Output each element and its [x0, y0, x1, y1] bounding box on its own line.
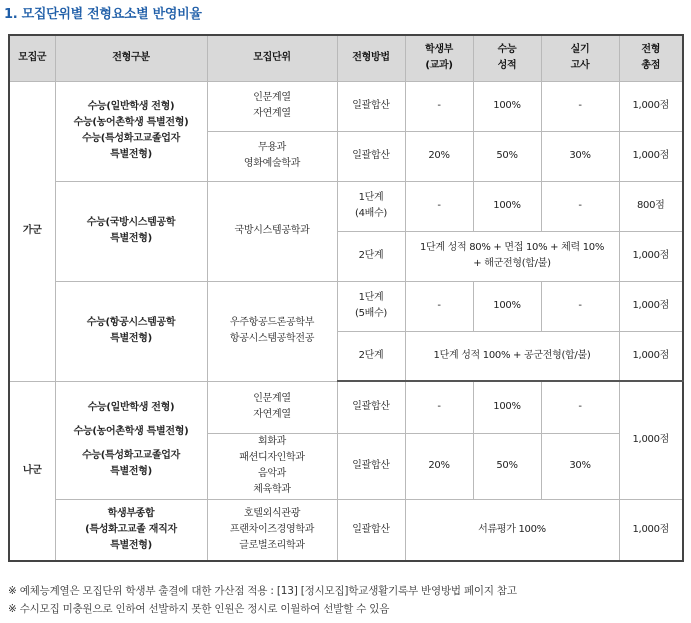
group-ga: 가군: [9, 81, 55, 381]
group-na: 나군: [9, 381, 55, 561]
header-row: [9, 35, 683, 81]
unit-cell: 무용과 영화예술학과: [207, 131, 337, 181]
admission-ratio-table: [8, 34, 684, 562]
header-group: 모집군: [9, 35, 55, 81]
table-row: [9, 181, 683, 231]
total-cell: 1,000점: [619, 131, 683, 181]
footnotes: [8, 582, 688, 618]
detail-cell: 1단계 성적 100% + 공군전형(합/불): [405, 331, 619, 381]
unit-cell: 우주항공드론공학부 항공시스템공학전공: [207, 281, 337, 381]
page-title: 1. 모집단위별 전형요소별 반영비율: [4, 7, 202, 22]
suneung-cell: 100%: [473, 381, 541, 433]
practical-cell: -: [541, 381, 619, 433]
practical-cell: -: [541, 81, 619, 131]
header-unit: 모집단위: [207, 35, 337, 81]
unit-cell: 회화과 패션디자인학과 음악과 체육학과: [207, 433, 337, 499]
method-cell: 일괄합산: [337, 433, 405, 499]
category-cell: 수능(일반학생 전형) 수능(농어촌학생 특별전형) 수능(특성화고교졸업자 특별전형): [55, 381, 207, 499]
practical-cell: -: [541, 181, 619, 231]
suneung-cell: 100%: [473, 81, 541, 131]
method-cell: 일괄합산: [337, 381, 405, 433]
header-suneung: 수능 성적: [473, 35, 541, 81]
total-cell: 1,000점: [619, 331, 683, 381]
practical-cell: 30%: [541, 433, 619, 499]
unit-cell: 국방시스템공학과: [207, 181, 337, 281]
total-cell: 1,000점: [619, 499, 683, 561]
method-cell: 일괄합산: [337, 81, 405, 131]
header-record: 학생부 (교과): [405, 35, 473, 81]
total-cell: 1,000점: [619, 81, 683, 131]
total-cell: 800점: [619, 181, 683, 231]
record-cell: 20%: [405, 433, 473, 499]
table-row: [9, 281, 683, 331]
practical-cell: -: [541, 281, 619, 331]
record-cell: -: [405, 81, 473, 131]
total-cell: 1,000점: [619, 231, 683, 281]
method-cell: 2단계: [337, 331, 405, 381]
table-row: [9, 381, 683, 433]
method-cell: 1단계 (5배수): [337, 281, 405, 331]
header-total: 전형 총점: [619, 35, 683, 81]
method-cell: 일괄합산: [337, 499, 405, 561]
method-cell: 일괄합산: [337, 131, 405, 181]
record-cell: -: [405, 381, 473, 433]
header-practical: 실기 고사: [541, 35, 619, 81]
record-cell: -: [405, 281, 473, 331]
method-cell: 1단계 (4배수): [337, 181, 405, 231]
unit-cell: 인문계열 자연계열: [207, 381, 337, 433]
table-row: [9, 499, 683, 561]
header-category: 전형구분: [55, 35, 207, 81]
detail-cell: 서류평가 100%: [405, 499, 619, 561]
suneung-cell: 50%: [473, 433, 541, 499]
unit-cell: 호텔외식관광 프랜차이즈경영학과 글로벌조리학과: [207, 499, 337, 561]
category-cell: 수능(항공시스템공학 특별전형): [55, 281, 207, 381]
unit-cell: 인문계열 자연계열: [207, 81, 337, 131]
detail-cell: 1단계 성적 80% + 면접 10% + 체력 10% + 해군전형(합/불): [405, 231, 619, 281]
record-cell: -: [405, 181, 473, 231]
category-cell: 수능(국방시스템공학 특별전형): [55, 181, 207, 281]
footnote: ※ 수시모집 미충원으로 인하여 선발하지 못한 인원은 정시로 이월하여 선발할 수 있음: [8, 603, 390, 615]
category-cell: 학생부종합 (특성화고교졸 재직자 특별전형): [55, 499, 207, 561]
category-cell: 수능(일반학생 전형) 수능(농어촌학생 특별전형) 수능(특성화고교졸업자 특별전형): [55, 81, 207, 181]
header-method: 전형방법: [337, 35, 405, 81]
method-cell: 2단계: [337, 231, 405, 281]
footnote: ※ 예체능계열은 모집단위 학생부 출결에 대한 가산점 적용 : [13] [정시모집]학교생활기록부 반영방법 페이지 참고: [8, 585, 517, 597]
total-cell: 1,000점: [619, 281, 683, 331]
record-cell: 20%: [405, 131, 473, 181]
suneung-cell: 50%: [473, 131, 541, 181]
table-row: [9, 81, 683, 131]
practical-cell: 30%: [541, 131, 619, 181]
suneung-cell: 100%: [473, 181, 541, 231]
suneung-cell: 100%: [473, 281, 541, 331]
total-cell: 1,000점: [619, 381, 683, 499]
